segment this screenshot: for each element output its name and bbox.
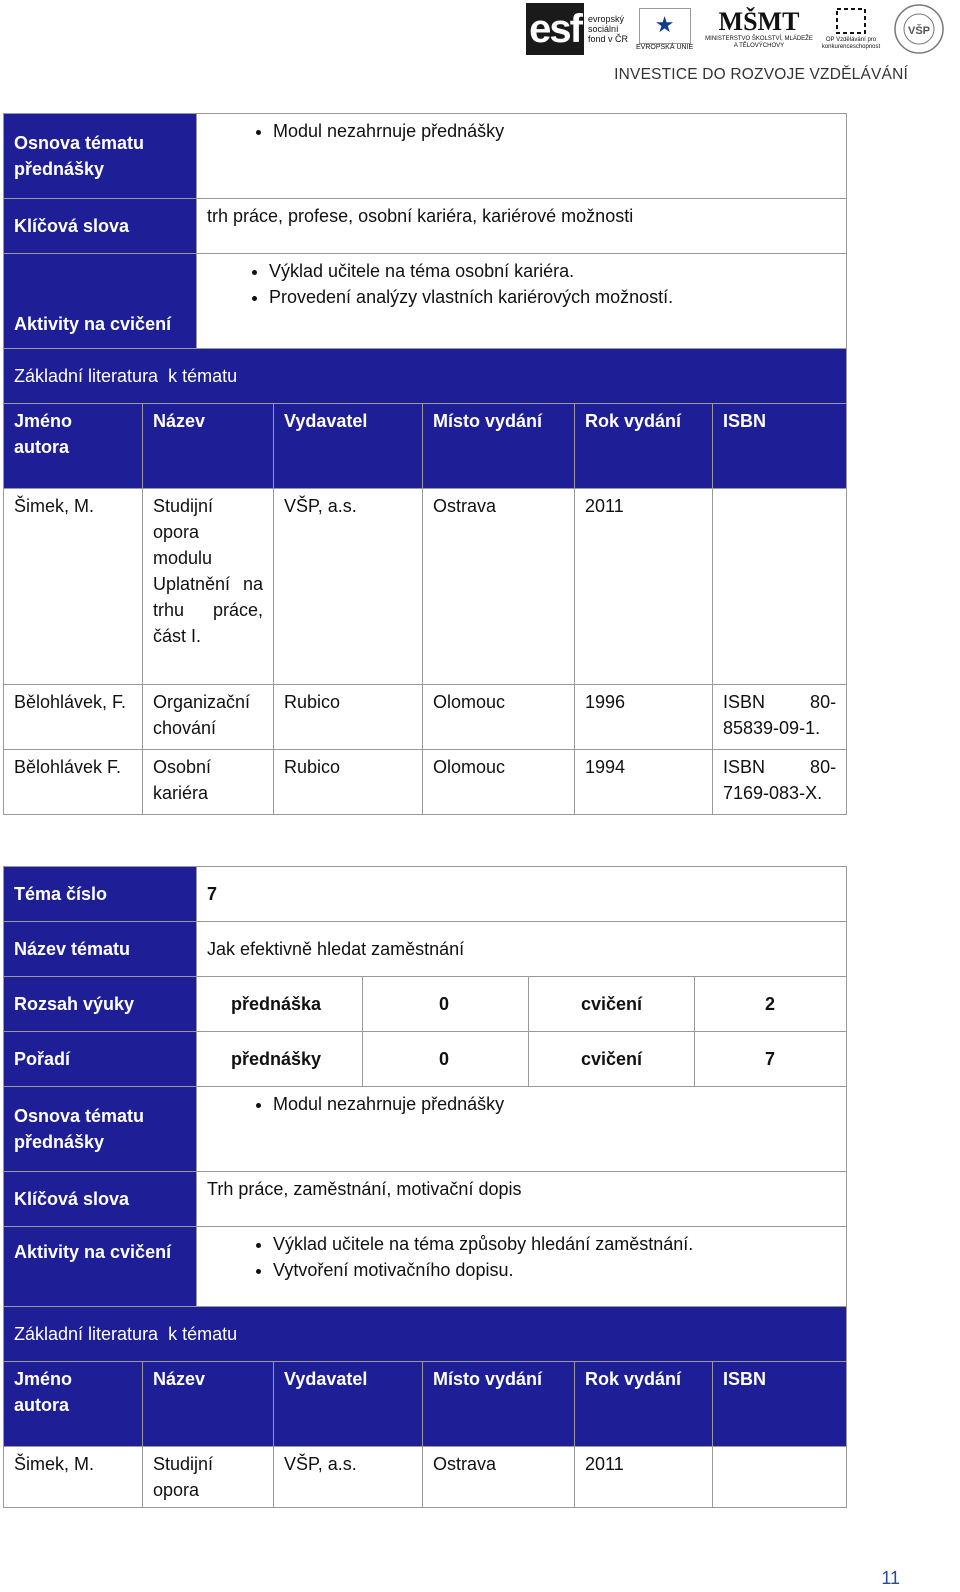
col-header: Místo vydání <box>423 404 575 489</box>
col-header: ISBN <box>713 1362 847 1447</box>
literature-header-row <box>4 1362 847 1447</box>
esf-logo-text: evropský sociální fond v ČR <box>588 14 629 44</box>
col-header: Rok vydání <box>575 404 713 489</box>
col-header: ISBN <box>713 404 847 489</box>
col-header: Vydavatel <box>274 404 423 489</box>
rozsah-label: Rozsah výuky <box>4 977 197 1032</box>
rozsah-cell: 2 <box>695 977 847 1032</box>
table-cell: Studijní opora <box>143 1447 274 1508</box>
aktivity-row <box>4 254 847 350</box>
literature-header-row <box>4 404 847 489</box>
vsp-logo <box>893 2 945 56</box>
list-item: • Vytvoření motivačního dopisu. <box>273 1257 836 1283</box>
literature-title-row <box>4 1307 847 1362</box>
osnova-content <box>197 1087 847 1172</box>
list-item: • Výklad učitele na téma osobní kariéra. <box>269 258 836 284</box>
aktivity-content <box>197 1227 847 1310</box>
nazev-label: Název tématu <box>4 922 197 977</box>
klicova-value: trh práce, profese, osobní kariéra, kariérové možnosti <box>197 199 847 254</box>
literature-title: Základní literatura k tématu <box>4 349 847 404</box>
table-row <box>4 489 847 685</box>
osnova-row <box>4 114 847 199</box>
klicova-label: Klíčová slova <box>4 1172 197 1227</box>
rozsah-cell: přednáška <box>197 977 363 1032</box>
col-header: Rok vydání <box>575 1362 713 1447</box>
literature-title: Základní literatura k tématu <box>4 1307 847 1362</box>
aktivity-content <box>197 254 847 350</box>
table-cell: Rubico <box>274 685 423 750</box>
nazev-value: Jak efektivně hledat zaměstnání <box>197 922 847 977</box>
table-cell: 2011 <box>575 1447 713 1508</box>
table-cell: VŠP, a.s. <box>274 1447 423 1508</box>
table-cell: ISBN 80-7169-083-X. <box>713 750 847 815</box>
table-cell <box>713 489 847 685</box>
table-cell: Osobní kariéra <box>143 750 274 815</box>
table-cell: Bělohlávek, F. <box>4 685 143 750</box>
table-cell: VŠP, a.s. <box>274 489 423 685</box>
table-cell: ISBN 80-85839-09-1. <box>713 685 847 750</box>
topic-table-1 <box>3 113 847 350</box>
table-cell: Šimek, M. <box>4 489 143 685</box>
aktivity-label: Aktivity na cvičení <box>4 1227 197 1310</box>
literature-table-1 <box>3 348 847 815</box>
table-cell: Šimek, M. <box>4 1447 143 1508</box>
table-cell: 1996 <box>575 685 713 750</box>
list-item: • Modul nezahrnuje přednášky <box>273 1091 836 1117</box>
osnova-row <box>4 1087 847 1172</box>
rozsah-cell: 0 <box>363 977 529 1032</box>
table-cell: Ostrava <box>423 1447 575 1508</box>
tema-label: Téma číslo <box>4 867 197 922</box>
poradi-cell: 7 <box>695 1032 847 1087</box>
klicova-row <box>4 199 847 254</box>
esf-logo <box>526 2 628 56</box>
table-row <box>4 685 847 750</box>
aktivity-row <box>4 1227 847 1310</box>
msmt-logo: MŠMT MINISTERSTVO ŠKOLSTVÍ, MLÁDEŽE A TĚLOVÝCHOVY <box>705 7 813 49</box>
eu-logo: ★ EVROPSKÁ UNIE <box>636 2 693 56</box>
table-row <box>4 750 847 815</box>
col-header: Název <box>143 404 274 489</box>
list-item: • Výklad učitele na téma způsoby hledání zaměstnání. <box>273 1231 836 1257</box>
op-logo: OP Vzdělávání pro konkurenceschopnost <box>816 2 886 56</box>
poradi-label: Pořadí <box>4 1032 197 1087</box>
klicova-row <box>4 1172 847 1227</box>
col-header: Jméno autora <box>4 1362 143 1447</box>
table-cell: Rubico <box>274 750 423 815</box>
poradi-cell: 0 <box>363 1032 529 1087</box>
osnova-label: Osnova tématu přednášky <box>4 114 197 199</box>
poradi-row <box>4 1032 847 1087</box>
esf-mark: esf <box>526 3 584 55</box>
osnova-label: Osnova tématu přednášky <box>4 1087 197 1172</box>
table-row <box>4 1447 847 1508</box>
tema-row <box>4 867 847 922</box>
osnova-content <box>197 114 847 199</box>
table-cell: Studijní opora modulu Uplatnění na trhu práce, část I. <box>143 489 274 685</box>
literature-title-row <box>4 349 847 404</box>
col-header: Jméno autora <box>4 404 143 489</box>
page-number: 11 <box>881 1568 900 1588</box>
table-cell: Ostrava <box>423 489 575 685</box>
vsp-seal-icon <box>893 3 945 55</box>
tema-value: 7 <box>197 867 847 922</box>
table-cell: Olomouc <box>423 750 575 815</box>
topic-table-2 <box>3 866 847 1310</box>
list-item: • Modul nezahrnuje přednášky <box>273 118 836 144</box>
aktivity-label: Aktivity na cvičení <box>4 254 197 350</box>
table-cell: 1994 <box>575 750 713 815</box>
col-header: Název <box>143 1362 274 1447</box>
rozsah-row <box>4 977 847 1032</box>
nazev-row <box>4 922 847 977</box>
tagline: INVESTICE DO ROZVOJE VZDĚLÁVÁNÍ <box>614 66 908 83</box>
table-cell: 2011 <box>575 489 713 685</box>
poradi-cell: přednášky <box>197 1032 363 1087</box>
page-header <box>0 0 960 95</box>
klicova-value: Trh práce, zaměstnání, motivační dopis <box>197 1172 847 1227</box>
op-flag-icon <box>831 7 871 37</box>
col-header: Vydavatel <box>274 1362 423 1447</box>
literature-table-2 <box>3 1306 847 1508</box>
table-cell: Organizační chování <box>143 685 274 750</box>
list-item: • Provedení analýzy vlastních kariérových možností. <box>269 284 836 310</box>
eu-stars-icon: ★ <box>639 8 691 44</box>
col-header: Místo vydání <box>423 1362 575 1447</box>
table-cell <box>713 1447 847 1508</box>
svg-text:VŠP: VŠP <box>907 25 931 37</box>
table-cell: Bělohlávek F. <box>4 750 143 815</box>
table-cell: Olomouc <box>423 685 575 750</box>
rozsah-cell: cvičení <box>529 977 695 1032</box>
klicova-label: Klíčová slova <box>4 199 197 254</box>
poradi-cell: cvičení <box>529 1032 695 1087</box>
